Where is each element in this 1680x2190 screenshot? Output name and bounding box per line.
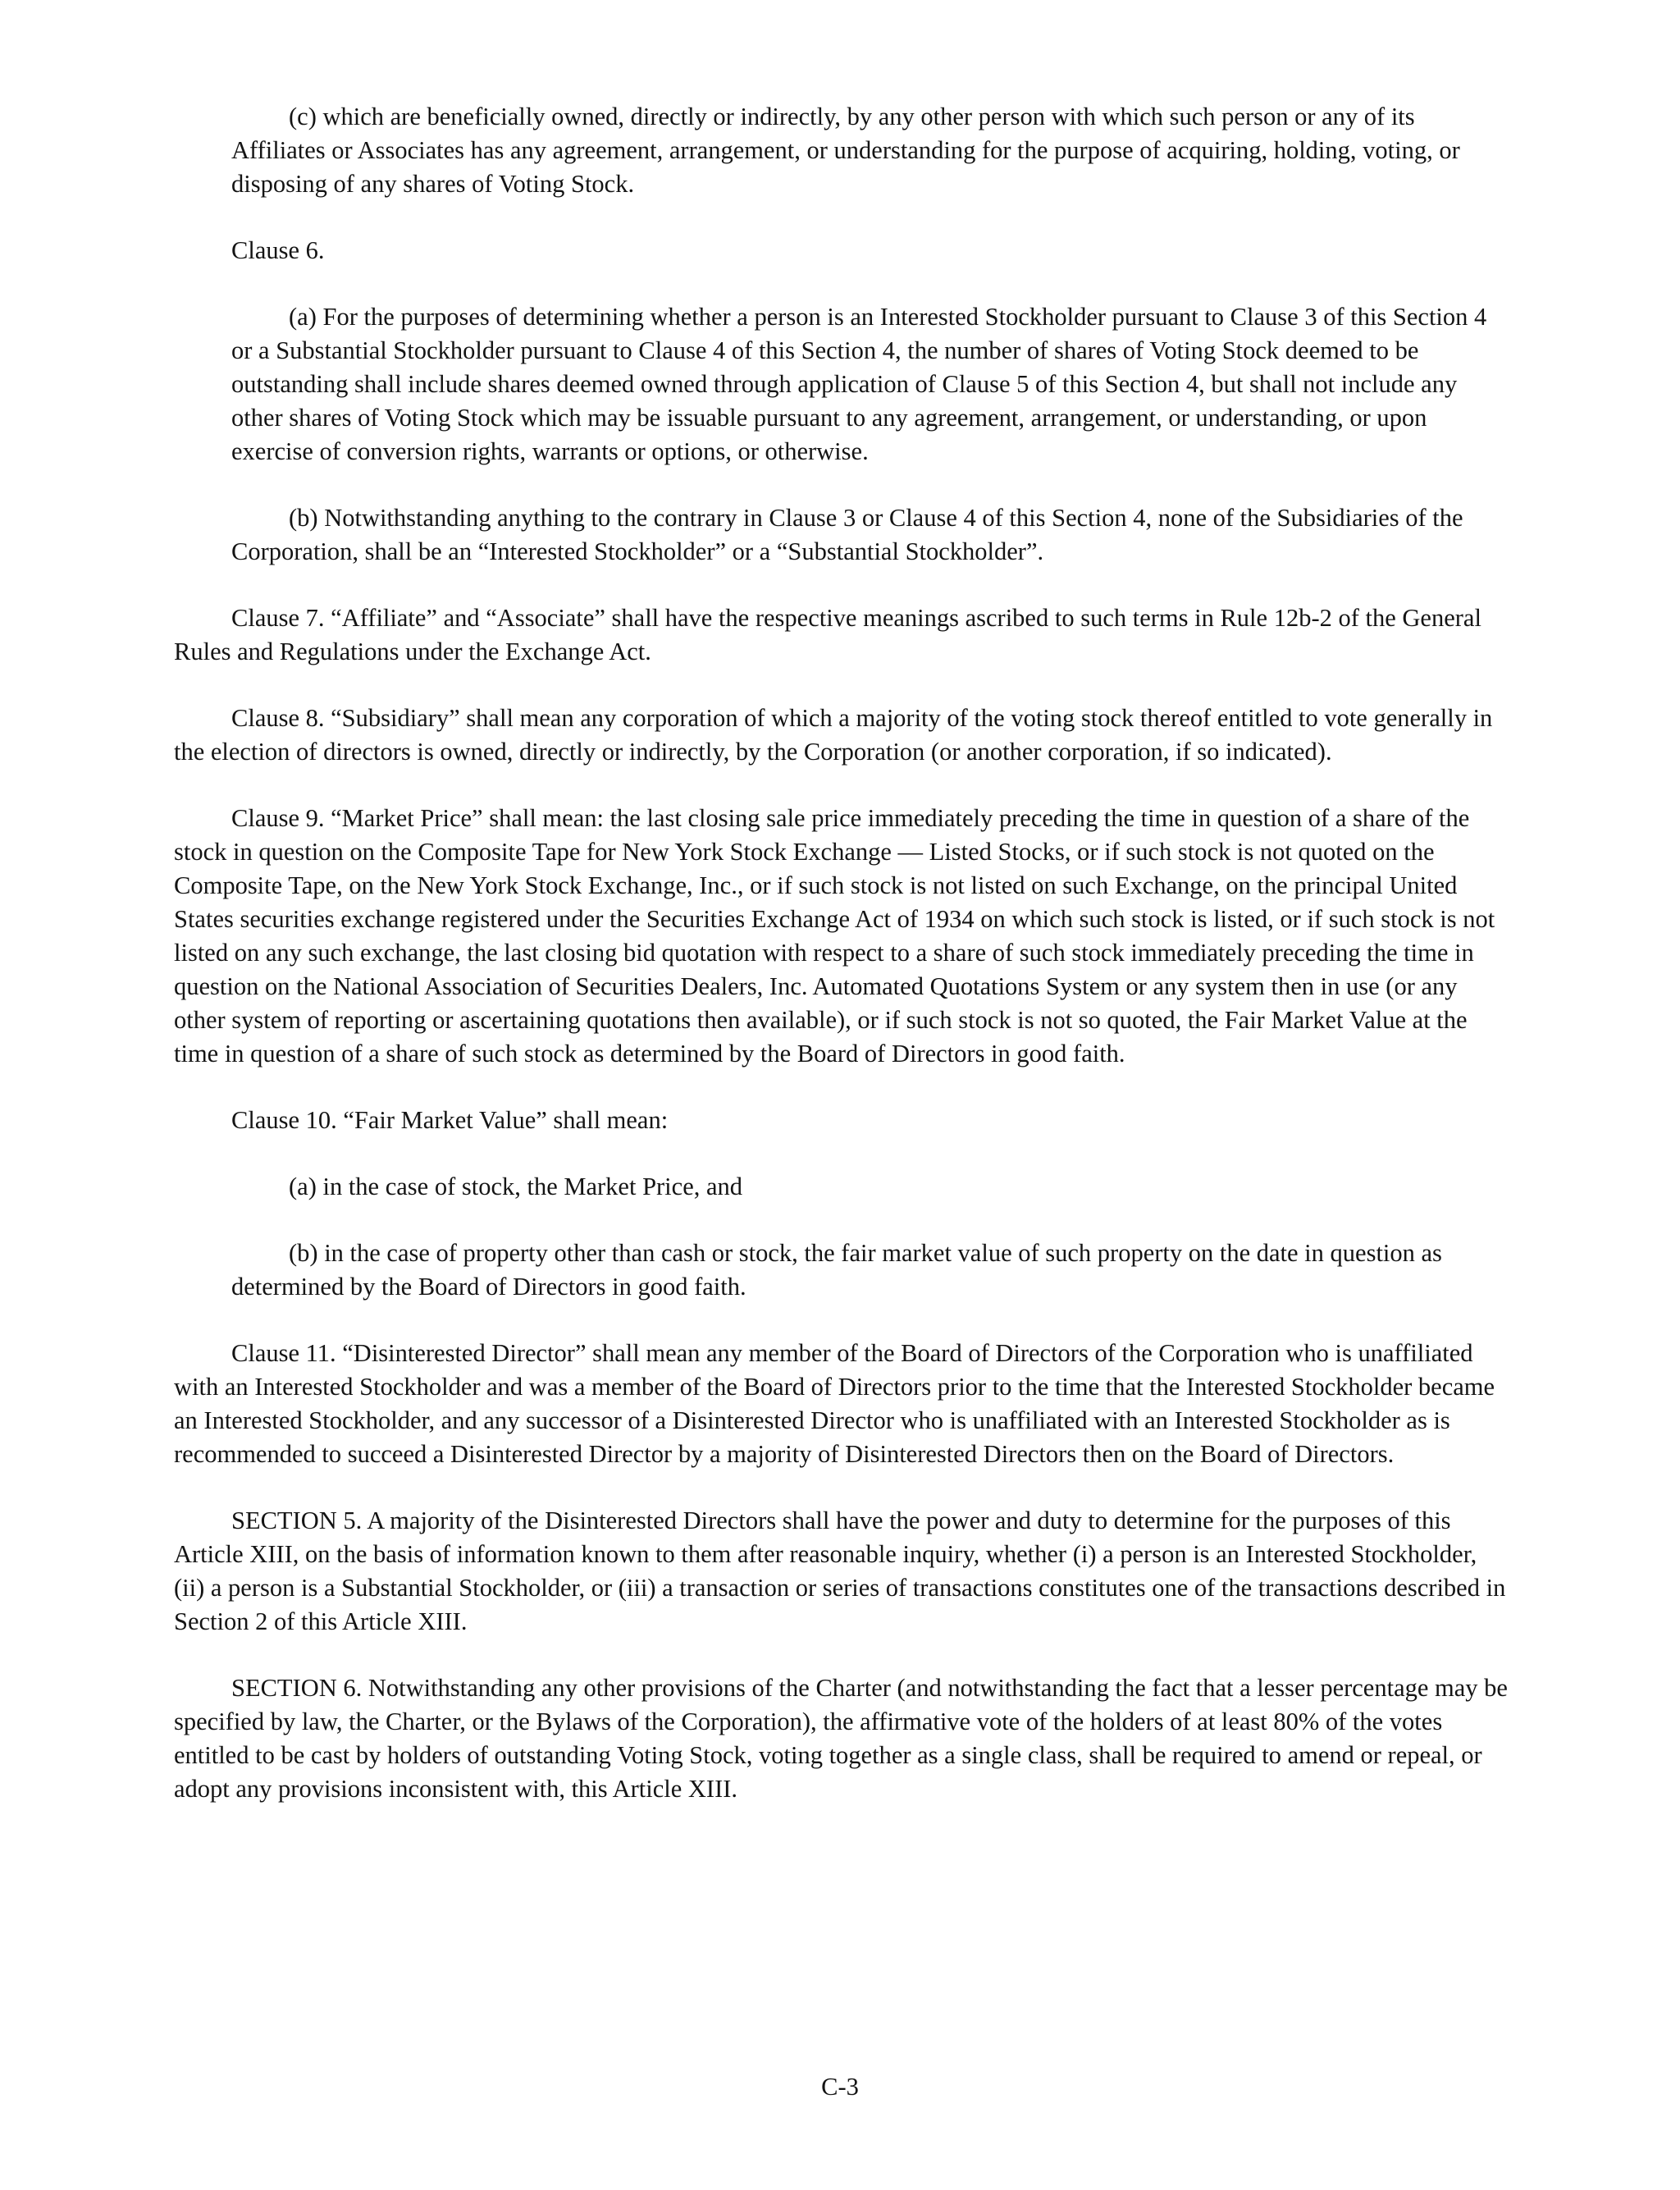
paragraph-section-5: SECTION 5. A majority of the Disinterested Directors shall have the power and duty to determine for the purposes of this Article XIII, on the basis of information known to them after reasonable inquiry, whether (i) a person is an Interested Stockholder, (ii) a person is a Substantial Stockholder, or (iii) a transaction or series of transactions constitutes one of the transactions described in Section 2 of this Article XIII.	[174, 1506, 1506, 1635]
document-page	[174, 100, 1511, 1839]
paragraph-clause-6a: (a) For the purposes of determining whether a person is an Interested Stockholder pursuant to Clause 3 of this Section 4 or a Substantial Stockholder pursuant to Clause 4 of this Section 4, the number of shares of Voting Stock deemed to be outstanding shall include shares deemed owned through application of Clause 5 of this Section 4, but shall not include any other shares of Voting Stock which may be issuable pursuant to any agreement, arrangement, or understanding, or upon exercise of conversion rights, warrants or options, or otherwise.	[231, 303, 1487, 465]
page-number: C-3	[821, 2073, 859, 2101]
paragraph-clause-5c: (c) which are beneficially owned, directly or indirectly, by any other person with which such person or any of its Affiliates or Associates has any agreement, arrangement, or understanding for the purpose of acquiring, holding, voting, or disposing of any shares of Voting Stock.	[231, 103, 1460, 198]
paragraph-clause-9: Clause 9. “Market Price” shall mean: the last closing sale price immediately preceding the time in question of a share of the stock in question on the Composite Tape for New York Stock Exchange — Listed Stocks, or if such stock is not quoted on the Composite Tape, on the New York Stock Exchange, Inc., or if such stock is not listed on such Exchange, on the principal United States securities exchange registered under the Securities Exchange Act of 1934 on which such stock is listed, or if such stock is not listed on any such exchange, the last closing bid quotation with respect to a share of such stock immediately preceding the time in question on the National Association of Securities Dealers, Inc. Automated Quotations System or any system then in use (or any other system of reporting or ascertaining quotations then available), or if such stock is not so quoted, the Fair Market Value at the time in question of a share of such stock as determined by the Board of Directors in good faith.	[174, 804, 1495, 1068]
paragraph-clause-11: Clause 11. “Disinterested Director” shall mean any member of the Board of Directors of the Corporation who is unaffiliated with an Interested Stockholder and was a member of the Board of Directors prior to the time that the Interested Stockholder became an Interested Stockholder, and any successor of a Disinterested Director who is unaffiliated with an Interested Stockholder as is recommended to succeed a Disinterested Director by a majority of Disinterested Directors then on the Board of Directors.	[174, 1339, 1495, 1468]
paragraph-clause-8: Clause 8. “Subsidiary” shall mean any corporation of which a majority of the voting stock thereof entitled to vote generally in the election of directors is owned, directly or indirectly, by the Corporation (or another corporation, if so indicated).	[174, 704, 1493, 766]
paragraph-section-6: SECTION 6. Notwithstanding any other provisions of the Charter (and notwithstanding the fact that a lesser percentage may be specified by law, the Charter, or the Bylaws of the Corporation), the affirmative vote of the holders of at least 80% of the votes entitled to be cast by holders of outstanding Voting Stock, voting together as a single class, shall be required to amend or repeal, or adopt any provisions inconsistent with, this Article XIII.	[174, 1674, 1508, 1803]
paragraph-clause-7: Clause 7. “Affiliate” and “Associate” shall have the respective meanings ascribed to such terms in Rule 12b-2 of the General Rules and Regulations under the Exchange Act.	[174, 604, 1481, 665]
paragraph-clause-10a: (a) in the case of stock, the Market Price, and	[289, 1173, 743, 1200]
paragraph-clause-6b: (b) Notwithstanding anything to the contrary in Clause 3 or Clause 4 of this Section 4, none of the Subsidiaries of the Corporation, shall be an “Interested Stockholder” or a “Substantial Stockholder”.	[231, 504, 1463, 565]
paragraph-clause-10-heading: Clause 10. “Fair Market Value” shall mean:	[231, 1106, 669, 1134]
paragraph-clause-10b: (b) in the case of property other than cash or stock, the fair market value of such property on the date in question as determined by the Board of Directors in good faith.	[231, 1239, 1442, 1301]
paragraph-clause-6-heading: Clause 6.	[231, 236, 325, 264]
